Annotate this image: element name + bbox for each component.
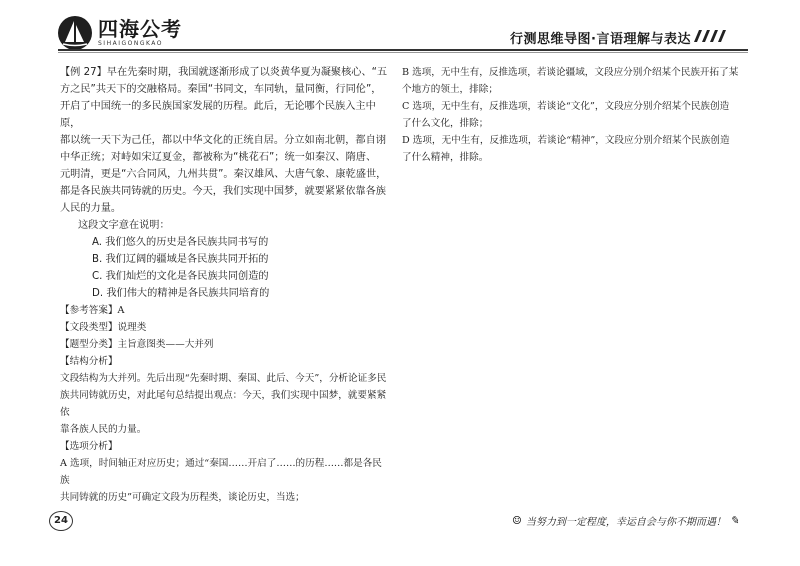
- question-type: 【题型分类】主旨意图类——大并列: [60, 339, 214, 350]
- header-divider-thin: [58, 52, 748, 53]
- page-number: 24: [49, 511, 73, 531]
- analysis-line: 了什么精神，排除。: [402, 152, 489, 163]
- structure-line: 文段结构为大并列。先后出现“先秦时期、秦国、此后、今天”，分析论证多民: [60, 373, 387, 384]
- text-type: 【文段类型】说理类: [60, 322, 147, 333]
- structure-heading: 【结构分析】: [60, 356, 118, 367]
- option-analysis-line: 共同铸就的历史”可确定文段为历程类，谈论历史，当选；: [60, 492, 305, 503]
- option-a: A. 我们悠久的历史是各民族共同书写的: [92, 237, 269, 248]
- analysis-line: D 选项，无中生有，反推选项，若谈论“精神”，文段应分别介绍某个民族创造: [402, 135, 730, 146]
- passage-line: 开启了中国统一的多民族国家发展的历程。此后，无论哪个民族入主中原，: [60, 101, 376, 129]
- sailboat-logo-icon: [58, 16, 92, 50]
- analysis-line: B 选项，无中生有，反推选项，若谈论疆域，文段应分别介绍某个民族开拓了某: [402, 67, 739, 78]
- passage-line: 人民的力量。: [60, 203, 122, 214]
- analysis-line: 了什么文化，排除；: [402, 118, 489, 129]
- logo-title: 四海公考: [98, 17, 182, 41]
- decorative-stripes-icon: [690, 30, 726, 42]
- analysis-line: C 选项，无中生有，反推选项，若谈论“文化”，文段应分别介绍某个民族创造: [402, 101, 730, 112]
- option-c: C. 我们灿烂的文化是各民族共同创造的: [92, 271, 269, 282]
- left-column: [60, 64, 390, 506]
- passage-line: 都以统一天下为己任，都以中华文化的正统自居。分立如南北朝，都自诩: [60, 135, 386, 146]
- logo-subtitle: SIHAIGONGKAO: [98, 40, 164, 47]
- analysis-line: 个地方的领土，排除；: [402, 84, 498, 95]
- option-analysis-line: A 选项，时间轴正对应历史；通过“秦国……开启了……的历程……都是各民族: [60, 458, 382, 486]
- right-column: [402, 64, 742, 166]
- passage-line: 【例 27】早在先秦时期，我国就逐渐形成了以炎黄华夏为凝聚核心、“五: [60, 67, 388, 78]
- structure-line: 族共同铸就历史，对此尾句总结提出观点：今天，我们实现中国梦，就要紧紧依: [60, 390, 387, 418]
- passage-line: 方之民”共天下的交融格局。秦国“书同文，车同轨，量同衡，行同伦”，: [60, 84, 382, 95]
- header-divider: [58, 49, 748, 51]
- footer-motto: [512, 513, 739, 528]
- motto-text: 当努力到一定程度，幸运自会与你不期而遇！: [525, 517, 726, 528]
- option-b: B. 我们辽阔的疆域是各民族共同开拓的: [92, 254, 269, 265]
- pen-icon: ✎: [729, 514, 740, 527]
- brand-logo: [58, 16, 182, 50]
- section-title: 行测思维导图·言语理解与表达: [510, 32, 691, 47]
- option-analysis-heading: 【选项分析】: [60, 441, 118, 452]
- passage-line: 元明清，更是“六合同风，九州共贯”。秦汉雄风、大唐气象、康乾盛世，: [60, 169, 387, 180]
- structure-line: 靠各族人民的力量。: [60, 424, 147, 435]
- question-stem: 这段文字意在说明：: [78, 220, 170, 231]
- reference-answer: 【参考答案】A: [60, 305, 125, 316]
- option-d: D. 我们伟大的精神是各民族共同培育的: [92, 288, 270, 299]
- passage-line: 都是各民族共同铸就的历史。今天，我们实现中国梦，就要紧紧依靠各族: [60, 186, 386, 197]
- smile-icon: ☺: [512, 514, 522, 527]
- passage-line: 中华正统；对峙如宋辽夏金，都被称为“桃花石”；统一如秦汉、隋唐、: [60, 152, 377, 163]
